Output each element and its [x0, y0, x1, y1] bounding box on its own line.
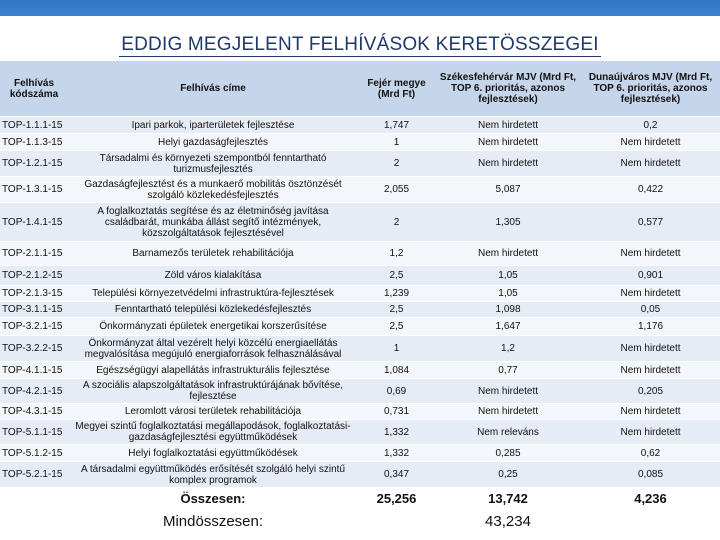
cell-code: TOP-4.3.1-15 [0, 404, 68, 420]
total-dunaujvaros: 4,236 [581, 488, 720, 510]
cell-code: TOP-3.2.2-15 [0, 336, 68, 362]
cell-spacer [0, 488, 68, 510]
cell-fejer: 0,731 [358, 404, 435, 420]
cell-szekesfehervar: 1,305 [435, 203, 581, 242]
cell-fejer: 1,239 [358, 286, 435, 302]
cell-name: A társadalmi együttműködés erősítését szolgáló helyi szintű komplex programok [68, 462, 358, 488]
cell-szekesfehervar: Nem hirdetett [435, 242, 581, 266]
cell-code: TOP-1.4.1-15 [0, 203, 68, 242]
table-row [0, 286, 720, 302]
cell-szekesfehervar: 1,098 [435, 302, 581, 318]
cell-fejer: 1,084 [358, 362, 435, 379]
cell-fejer: 2,5 [358, 302, 435, 318]
cell-fejer: 2,5 [358, 318, 435, 336]
cell-spacer [581, 510, 720, 534]
cell-dunaujvaros: 1,176 [581, 318, 720, 336]
cell-dunaujvaros: Nem hirdetett [581, 286, 720, 302]
page-title-text: EDDIG MEGJELENT FELHÍVÁSOK KERETÖSSZEGEI [121, 34, 599, 55]
cell-code: TOP-5.1.2-15 [0, 445, 68, 462]
cell-code: TOP-3.2.1-15 [0, 318, 68, 336]
cell-code: TOP-4.1.1-15 [0, 362, 68, 379]
header-code: Felhívás kódszáma [0, 61, 68, 117]
cell-dunaujvaros: 0,577 [581, 203, 720, 242]
table-row [0, 151, 720, 177]
cell-name: Helyi foglalkoztatási együttműködések [68, 445, 358, 462]
cell-szekesfehervar: Nem hirdetett [435, 379, 581, 404]
cell-dunaujvaros: 0,205 [581, 379, 720, 404]
cell-szekesfehervar: Nem hirdetett [435, 134, 581, 151]
cell-name: Egészségügyi alapellátás infrastrukturális fejlesztése [68, 362, 358, 379]
total-label: Összesen: [68, 488, 358, 510]
cell-name: Helyi gazdaságfejlesztés [68, 134, 358, 151]
cell-dunaujvaros: Nem hirdetett [581, 151, 720, 177]
cell-code: TOP-1.2.1-15 [0, 151, 68, 177]
cell-name: A szociális alapszolgáltatások infrastruktúrájának bővítése, fejlesztése [68, 379, 358, 404]
table-row [0, 117, 720, 134]
table-header-row [0, 61, 720, 117]
cell-szekesfehervar: 0,285 [435, 445, 581, 462]
table-row [0, 362, 720, 379]
cell-szekesfehervar: 0,25 [435, 462, 581, 488]
header-szekesfehervar: Székesfehérvár MJV (Mrd Ft, TOP 6. prioritás, azonos fejlesztések) [435, 61, 581, 117]
cell-dunaujvaros: Nem hirdetett [581, 242, 720, 266]
table-row [0, 203, 720, 242]
table-row [0, 302, 720, 318]
cell-spacer [358, 510, 435, 534]
grand-total-row [0, 510, 720, 534]
cell-fejer: 2,5 [358, 266, 435, 286]
grand-total-label: Mindösszesen: [68, 510, 358, 534]
cell-code: TOP-5.2.1-15 [0, 462, 68, 488]
table-row [0, 462, 720, 488]
header-fejer: Fejér megye (Mrd Ft) [358, 61, 435, 117]
cell-name: Barnamezős területek rehabilitációja [68, 242, 358, 266]
cell-code: TOP-2.1.3-15 [0, 286, 68, 302]
cell-fejer: 1,2 [358, 242, 435, 266]
total-szekesfehervar: 13,742 [435, 488, 581, 510]
table-row [0, 445, 720, 462]
table-row [0, 404, 720, 420]
cell-fejer: 2,055 [358, 177, 435, 203]
cell-dunaujvaros: 0,422 [581, 177, 720, 203]
cell-szekesfehervar: Nem hirdetett [435, 404, 581, 420]
table-row [0, 266, 720, 286]
cell-code: TOP-3.1.1-15 [0, 302, 68, 318]
cell-fejer: 1,332 [358, 445, 435, 462]
cell-fejer: 0,69 [358, 379, 435, 404]
cell-code: TOP-1.1.3-15 [0, 134, 68, 151]
table-row [0, 336, 720, 362]
cell-dunaujvaros: 0,901 [581, 266, 720, 286]
cell-szekesfehervar: Nem releváns [435, 420, 581, 445]
cell-szekesfehervar: 1,05 [435, 266, 581, 286]
cell-dunaujvaros: 0,2 [581, 117, 720, 134]
cell-dunaujvaros: Nem hirdetett [581, 404, 720, 420]
cell-name: Fenntartható települési közlekedésfejlesztés [68, 302, 358, 318]
cell-dunaujvaros: Nem hirdetett [581, 362, 720, 379]
cell-szekesfehervar: Nem hirdetett [435, 151, 581, 177]
cell-name: Önkormányzat által vezérelt helyi közcélú energiaellátás megvalósítása megújuló energiaforrások felhasználásával [68, 336, 358, 362]
cell-szekesfehervar: 0,77 [435, 362, 581, 379]
cell-name: Önkormányzati épületek energetikai korszerűsítése [68, 318, 358, 336]
cell-name: Társadalmi és környezeti szempontból fenntartható turizmusfejlesztés [68, 151, 358, 177]
cell-dunaujvaros: 0,085 [581, 462, 720, 488]
cell-fejer: 2 [358, 203, 435, 242]
cell-fejer: 1 [358, 134, 435, 151]
total-fejer: 25,256 [358, 488, 435, 510]
table-row [0, 318, 720, 336]
cell-fejer: 1 [358, 336, 435, 362]
cell-dunaujvaros: 0,05 [581, 302, 720, 318]
cell-code: TOP-5.1.1-15 [0, 420, 68, 445]
cell-name: Gazdaságfejlesztést és a munkaerő mobilitás ösztönzését szolgáló közlekedésfejlesztés [68, 177, 358, 203]
cell-fejer: 0,347 [358, 462, 435, 488]
cell-name: Települési környezetvédelmi infrastruktúra-fejlesztések [68, 286, 358, 302]
cell-fejer: 1,332 [358, 420, 435, 445]
cell-code: TOP-2.1.1-15 [0, 242, 68, 266]
table-row [0, 420, 720, 445]
cell-code: TOP-2.1.2-15 [0, 266, 68, 286]
table-row [0, 177, 720, 203]
header-dunaujvaros: Dunaújváros MJV (Mrd Ft, TOP 6. prioritás, azonos fejlesztések) [581, 61, 720, 117]
cell-name: A foglalkoztatás segítése és az életminőség javítása családbarát, munkába állást segítő intézmények, közszolgáltatások fejlesztésével [68, 203, 358, 242]
header-name: Felhívás címe [68, 61, 358, 117]
cell-name: Ipari parkok, iparterületek fejlesztése [68, 117, 358, 134]
cell-code: TOP-4.2.1-15 [0, 379, 68, 404]
cell-szekesfehervar: 1,05 [435, 286, 581, 302]
table-row [0, 242, 720, 266]
cell-code: TOP-1.3.1-15 [0, 177, 68, 203]
total-row [0, 488, 720, 510]
table-row [0, 134, 720, 151]
cell-name: Zöld város kialakítása [68, 266, 358, 286]
cell-szekesfehervar: 1,647 [435, 318, 581, 336]
calls-table [0, 60, 720, 534]
cell-szekesfehervar: 5,087 [435, 177, 581, 203]
cell-spacer [0, 510, 68, 534]
cell-name: Megyei szintű foglalkoztatási megállapodások, foglalkoztatási-gazdaságfejlesztési együttműködések [68, 420, 358, 445]
page-title [0, 34, 720, 57]
cell-dunaujvaros: Nem hirdetett [581, 134, 720, 151]
cell-dunaujvaros: Nem hirdetett [581, 336, 720, 362]
cell-fejer: 1,747 [358, 117, 435, 134]
cell-szekesfehervar: 1,2 [435, 336, 581, 362]
cell-szekesfehervar: Nem hirdetett [435, 117, 581, 134]
cell-dunaujvaros: Nem hirdetett [581, 420, 720, 445]
cell-fejer: 2 [358, 151, 435, 177]
table-body [0, 117, 720, 534]
table-row [0, 379, 720, 404]
cell-name: Leromlott városi területek rehabilitációja [68, 404, 358, 420]
cell-code: TOP-1.1.1-15 [0, 117, 68, 134]
grand-total-value: 43,234 [435, 510, 581, 534]
cell-dunaujvaros: 0,62 [581, 445, 720, 462]
